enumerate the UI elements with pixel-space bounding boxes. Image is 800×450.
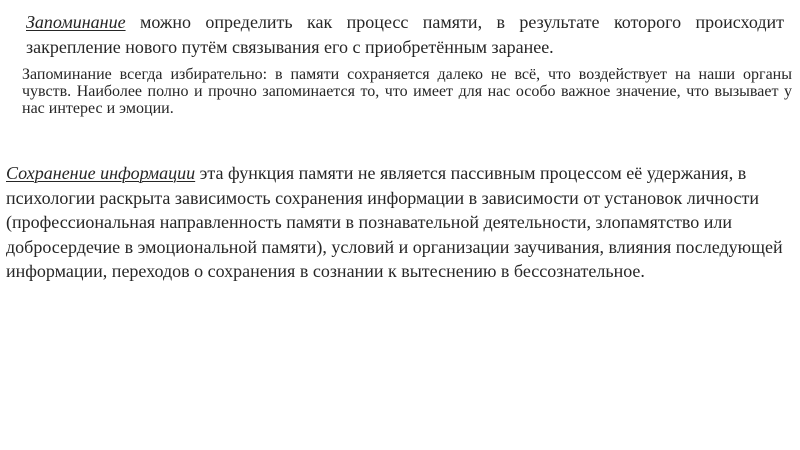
memorization-term: Запоминание [26, 12, 126, 32]
retention-paragraph [6, 161, 794, 284]
selectivity-paragraph [22, 66, 792, 117]
retention-term: Сохранение информации [6, 163, 196, 183]
memorization-definition-paragraph [26, 10, 784, 60]
memorization-definition-text: можно определить как процесс памяти, в результате которого происходит закрепление нового путём связывания его с приобретённым заранее. [26, 12, 784, 57]
selectivity-text: Запоминание всегда избирательно: в памяти сохраняется далеко не всё, что воздействует на наши органы чувств. Наиболее полно и прочно запоминается то, что имеет для нас особо важное значение, что вызывает у нас интерес и эмоции. [22, 66, 792, 117]
retention-text: эта функция памяти не является пассивным процессом её удержания, в психологии раскрыта зависимость сохранения информации в зависимости от установок личности (профессиональная направленность памяти в познавательной деятельности, злопамятство или добросердечие в эмоциональной памяти), условий и организации заучивания, влияния последующей информации, переходов о сохранения в сознании к вытеснению в бессознательное. [6, 163, 783, 281]
